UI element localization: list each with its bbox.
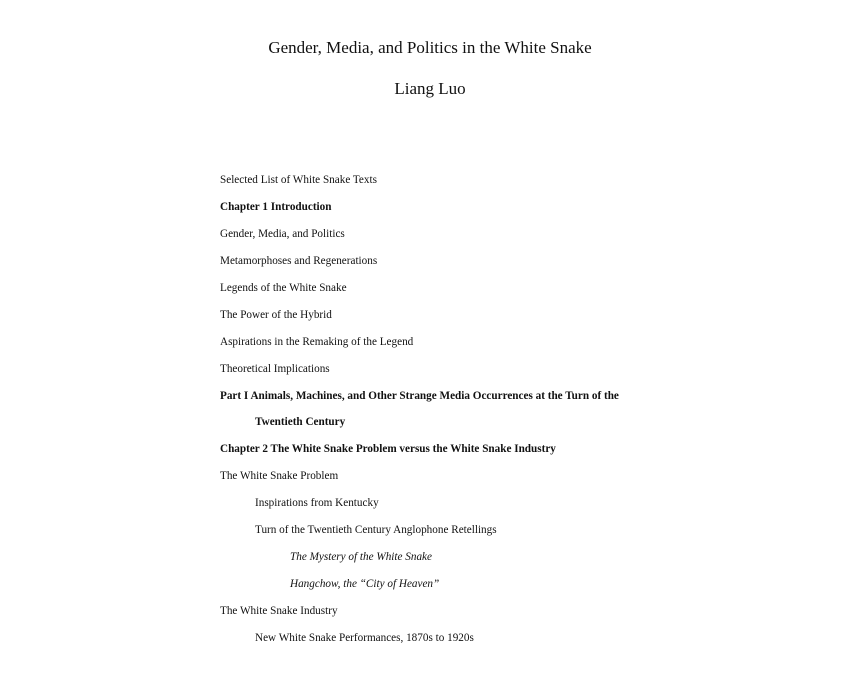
toc-entry: The White Snake Industry [220, 605, 338, 617]
toc-entry: Gender, Media, and Politics [220, 227, 345, 240]
toc-entry: Inspirations from Kentucky [255, 497, 379, 510]
toc-entry: Twentieth Century [255, 416, 346, 429]
toc-entry: Legends of the White Snake [220, 281, 347, 294]
toc-entry: Chapter 1 Introduction [220, 200, 332, 213]
toc-entry: The Power of the Hybrid [220, 308, 332, 321]
toc-entry: The White Snake Problem [220, 470, 339, 483]
document-title: Gender, Media, and Politics in the White Snake [268, 38, 592, 57]
toc-entry: Selected List of White Snake Texts [220, 174, 377, 186]
toc-entry: Chapter 2 The White Snake Problem versus the White Snake Industry [220, 443, 556, 456]
toc-entry: Hangchow, the “City of Heaven” [290, 578, 440, 591]
table-of-contents [220, 172, 780, 657]
toc-entry: Turn of the Twentieth Century Anglophone Retellings [255, 524, 497, 537]
toc-entry: Aspirations in the Remaking of the Legend [220, 335, 414, 348]
toc-entry: Part I Animals, Machines, and Other Strange Media Occurrences at the Turn of the [220, 389, 619, 402]
toc-entry: Theoretical Implications [220, 362, 330, 375]
toc-entry: The Mystery of the White Snake [290, 551, 432, 564]
toc-entry: New White Snake Performances, 1870s to 1920s [255, 631, 474, 644]
document-author: Liang Luo [394, 79, 466, 98]
toc-entry: Metamorphoses and Regenerations [220, 254, 378, 267]
